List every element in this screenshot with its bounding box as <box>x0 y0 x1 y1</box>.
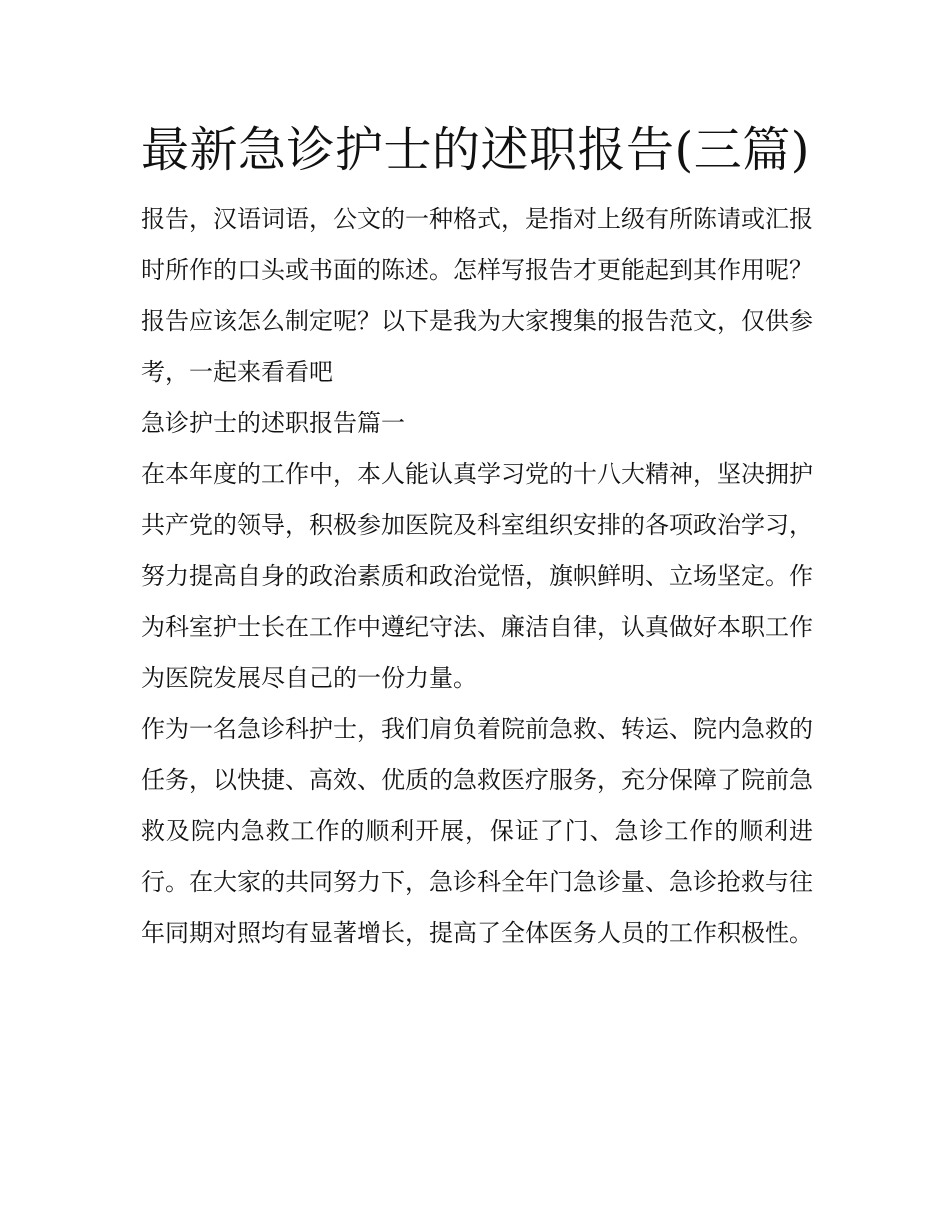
body-paragraph-1: 在本年度的工作中，本人能认真学习党的十八大精神，坚决拥护共产党的领导，积极参加医院及科室组织安排的各项政治学习，努力提高自身的政治素质和政治觉悟，旗帜鲜明、立场坚定。作为科室护士长在工作中遵纪守法、廉洁自律，认真做好本职工作为医院发展尽自己的一份力量。 <box>141 460 813 692</box>
section-heading: 急诊护士的述职报告篇一 <box>141 409 405 437</box>
intro-paragraph: 报告，汉语词语，公文的一种格式，是指对上级有所陈请或汇报时所作的口头或书面的陈述。怎样写报告才更能起到其作用呢？报告应该怎么制定呢？以下是我为大家搜集的报告范文，仅供参考，一起来看看吧 <box>141 205 813 386</box>
body-paragraph-2: 作为一名急诊科护士，我们肩负着院前急救、转运、院内急救的任务，以快捷、高效、优质的急救医疗服务，充分保障了院前急救及院内急救工作的顺利开展，保证了门、急诊工作的顺利进行。在大家的共同努力下，急诊科全年门急诊量、急诊抢救与往年同期对照均有显著增长，提高了全体医务人员的工作积极性。 <box>141 715 813 947</box>
document-body <box>141 112 813 959</box>
document-title: 最新急诊护士的述职报告(三篇) <box>141 122 810 178</box>
